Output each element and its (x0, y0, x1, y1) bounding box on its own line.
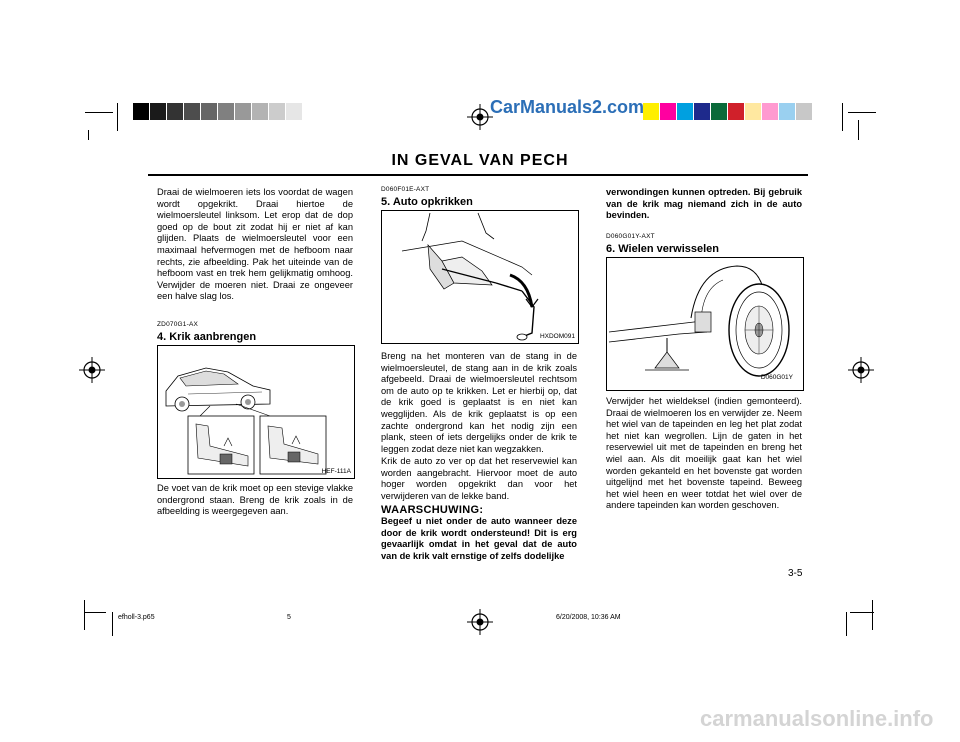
calibration-swatch (235, 103, 252, 120)
registration-mark-icon (79, 357, 105, 383)
header-rule (148, 174, 808, 176)
watermark-top[interactable]: CarManuals2.com (490, 97, 645, 117)
wheel-change-illustration (607, 258, 803, 390)
warning-title: WAARSCHUWING: (381, 504, 484, 516)
jack-placement-text: De voet van de krik moet op een stevige vlakke ondergrond staan. Breng de krik zoals in de afbeelding is weergegeven aan. (157, 483, 353, 517)
figure-label: HEF-111A (321, 468, 351, 475)
gray-calibration-bar (133, 103, 303, 120)
calibration-swatch (660, 103, 677, 120)
page-number: 3-5 (788, 568, 803, 579)
calibration-swatch (779, 103, 796, 120)
lifting-height-text: Krik de auto zo ver op dat het reservewiel kan worden aangebracht. Hiervoor moet de auto hoger worden opgekrikt dan voor het verwijderen van de lekke band. (381, 456, 577, 501)
figure-lifting (381, 210, 579, 344)
jack-handle-illustration (382, 211, 578, 343)
figure-jack-placement (157, 345, 355, 479)
warning-continuation: verwondingen kunnen optreden. Bij gebruik van de krik mag niemand zich in de auto bevinden. (606, 187, 802, 221)
section-code: D060G01Y-AXT (606, 233, 655, 240)
calibration-swatch (201, 103, 218, 120)
calibration-swatch (762, 103, 779, 120)
calibration-swatch (745, 103, 762, 120)
section-code: ZD070G1-AX (157, 321, 199, 328)
calibration-swatch (711, 103, 728, 120)
color-calibration-bar (643, 103, 813, 120)
calibration-swatch (677, 103, 694, 120)
section-title-lifting: 5. Auto opkrikken (381, 196, 473, 208)
car-jack-illustration (158, 346, 354, 478)
intro-paragraph: Draai de wielmoeren iets los voordat de wagen wordt opgekrikt. Draai hiertoe de wielmoersleutel linksom. Let erop dat de dop goed op de bout zit zodat hij er niet af kan glijden. Plaats de wielmoersleutel voor een maximaal hefvermogen met de hefboom naar rechts, zie afbeelding. Pak het uiteinde van de hefboom vast en trek hem gelijkmatig omhoog. Verwijder de moeren niet. Draai ze ongeveer een halve slag los. (157, 187, 353, 302)
calibration-swatch (694, 103, 711, 120)
calibration-swatch (133, 103, 150, 120)
registration-mark-icon (848, 357, 874, 383)
figure-wheel-change (606, 257, 804, 391)
warning-body: Begeef u niet onder de auto wanneer deze door de krik wordt ondersteund! Dit is erg gevaarlijk omdat in het geval dat de auto van de krik valt ernstige of zelfs dodelijke (381, 516, 577, 561)
footer-date: 6/20/2008, 10:36 AM (556, 614, 621, 621)
page-title: IN GEVAL VAN PECH (391, 152, 569, 169)
lifting-instructions: Breng na het monteren van de stang in de wielmoersleutel, de stang aan in de krik zoals afgebeeld. Draai de wielmoersleutel rechtsom om de auto op te krikken. Let er hierbij op, dat de krik goed is geplaatst is en niet kan wegglijden. Als de krik geplaatst is op een zachte ondergrond kan het nodig zijn een plank, steen of iets dergelijks onder de krik te leggen zodat deze niet kan wegzakken. (381, 351, 577, 454)
footer-file: efholl-3.p65 (118, 614, 155, 621)
calibration-swatch (643, 103, 660, 120)
wheel-change-text: Verwijder het wieldeksel (indien gemonteerd). Draai de wielmoeren los en verwijder ze. Neem het wiel van de tapeinden en leg het plat zodat het niet kan wegrollen. Lijn de gaten in het reservewiel uit met de tapeinden en breng het wiel aan. Als dit moeilijk gaat kan het wiel worden gekanteld en het bovenste gat worden uitgelijnd met het bovenste tapeind. Beweeg het wiel heen en weer totdat het wiel over de andere tapeinden kan worden geschoven. (606, 396, 802, 511)
section-code: D060F01E-AXT (381, 186, 430, 193)
footer-page: 5 (287, 614, 291, 621)
watermark-bottom[interactable]: carmanualsonline.info (700, 706, 934, 731)
section-title-jack: 4. Krik aanbrengen (157, 331, 257, 343)
calibration-swatch (167, 103, 184, 120)
calibration-swatch (252, 103, 269, 120)
figure-label: HXDOM091 (539, 333, 575, 340)
calibration-swatch (728, 103, 745, 120)
calibration-swatch (796, 103, 813, 120)
registration-mark-icon (467, 609, 493, 635)
calibration-swatch (184, 103, 201, 120)
calibration-swatch (269, 103, 286, 120)
calibration-swatch (286, 103, 303, 120)
calibration-swatch (150, 103, 167, 120)
section-title-wheel-change: 6. Wielen verwisselen (606, 243, 720, 255)
figure-label: D060G01Y (760, 374, 793, 381)
calibration-swatch (218, 103, 235, 120)
